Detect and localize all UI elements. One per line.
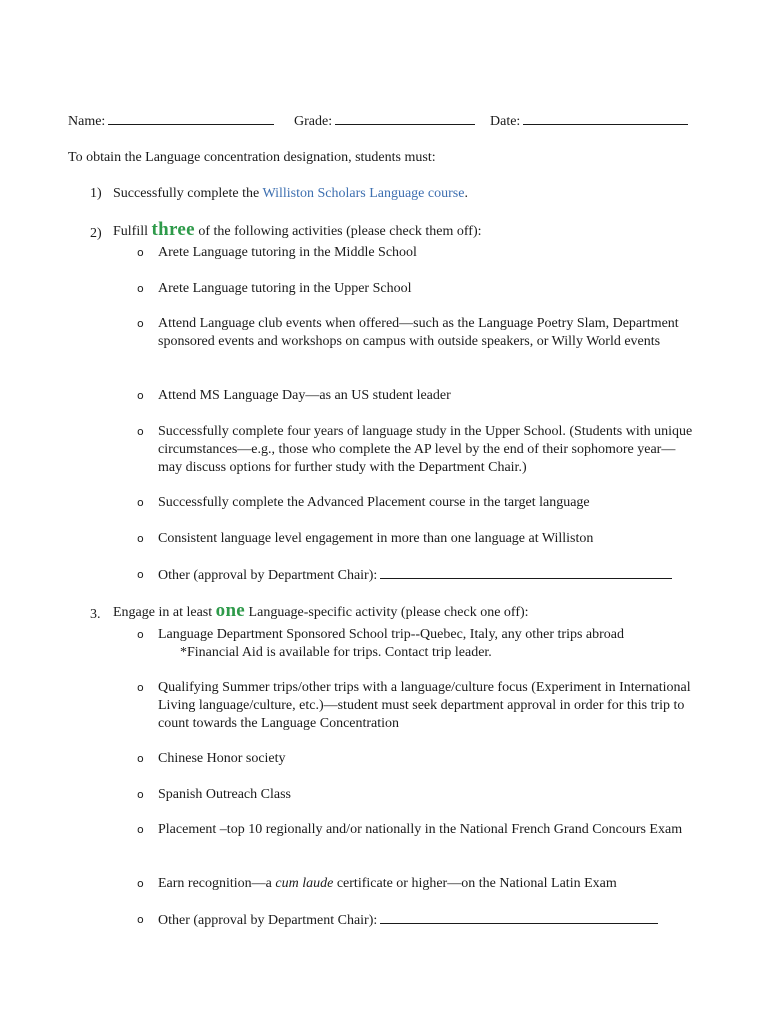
date-field[interactable] <box>490 112 688 131</box>
list-item: Chinese Honor society <box>158 751 286 766</box>
list-item-latin: Earn recognition—a cum laude certificate or higher—on the National Latin Exam <box>158 876 617 891</box>
list-item: Spanish Outreach Class <box>158 787 291 802</box>
three-emphasis: three <box>151 219 195 240</box>
grade-field[interactable] <box>294 112 475 131</box>
name-blank[interactable] <box>108 112 274 125</box>
scholars-course-link[interactable]: Williston Scholars Language course <box>262 186 465 201</box>
checkbox-bullet[interactable]: o <box>137 282 144 295</box>
list-item: Qualifying Summer trips/other trips with a language/culture focus (Experiment in International Living language/culture, etc.)—student must seek department approval in order for this trip to count towards the Language Concentration <box>158 680 691 731</box>
list-item: Language Department Sponsored School trip--Quebec, Italy, any other trips abroad *Financial Aid is available for trips. Contact trip leader. <box>158 626 698 662</box>
list-item: Placement –top 10 regionally and/or nationally in the National French Grand Concours Exam <box>158 822 683 837</box>
req1-text: Successfully complete the Williston Scholars Language course. <box>113 186 468 201</box>
checkbox-bullet[interactable]: o <box>137 788 144 801</box>
checkbox-bullet[interactable]: o <box>137 681 144 694</box>
req3-number: 3. <box>90 607 101 622</box>
checkbox-bullet[interactable]: o <box>137 823 144 836</box>
list-item: Successfully complete four years of language study in the Upper School. (Students with unique circumstances—e.g., those who complete the AP level by the end of their sophomore year—may discuss options for further study with the Department Chair.) <box>158 424 693 475</box>
checkbox-bullet[interactable]: o <box>137 628 144 641</box>
grade-blank[interactable] <box>335 112 475 125</box>
checkbox-bullet[interactable]: o <box>137 913 144 926</box>
req3-text: Engage in at least one Language-specific activity (please check one off): <box>113 600 529 621</box>
name-label: Name: <box>68 114 106 129</box>
grade-label: Grade: <box>294 114 333 129</box>
checkbox-bullet[interactable]: o <box>137 389 144 402</box>
req1-number: 1) <box>90 186 102 201</box>
list-item: Successfully complete the Advanced Placement course in the target language <box>158 495 590 510</box>
date-label: Date: <box>490 114 521 129</box>
checkbox-bullet[interactable]: o <box>137 246 144 259</box>
req2-number: 2) <box>90 226 102 241</box>
intro-text: To obtain the Language concentration designation, students must: <box>68 150 436 165</box>
req2-text: Fulfill three of the following activities (please check them off): <box>113 219 482 240</box>
list-item-other: Other (approval by Department Chair): <box>158 566 698 585</box>
list-item: Consistent language level engagement in more than one language at Williston <box>158 531 594 546</box>
other-approval-blank[interactable] <box>380 566 672 579</box>
checkbox-bullet[interactable]: o <box>137 752 144 765</box>
checkbox-bullet[interactable]: o <box>137 568 144 581</box>
list-item: Arete Language tutoring in the Upper School <box>158 281 412 296</box>
other-approval-blank[interactable] <box>380 911 658 924</box>
name-field[interactable] <box>68 112 274 131</box>
list-item: Arete Language tutoring in the Middle School <box>158 245 417 260</box>
checkbox-bullet[interactable]: o <box>137 317 144 330</box>
list-item-other: Other (approval by Department Chair): <box>158 911 698 930</box>
financial-aid-note: *Financial Aid is available for trips. Contact trip leader. <box>180 645 492 660</box>
checkbox-bullet[interactable]: o <box>137 425 144 438</box>
checkbox-bullet[interactable]: o <box>137 532 144 545</box>
one-emphasis: one <box>215 600 246 621</box>
checkbox-bullet[interactable]: o <box>137 877 144 890</box>
list-item: Attend Language club events when offered—such as the Language Poetry Slam, Department sponsored events and workshops on campus with outside speakers, or Willy World events <box>158 316 679 349</box>
list-item: Attend MS Language Day—as an US student leader <box>158 388 451 403</box>
checkbox-bullet[interactable]: o <box>137 496 144 509</box>
date-blank[interactable] <box>523 112 688 125</box>
